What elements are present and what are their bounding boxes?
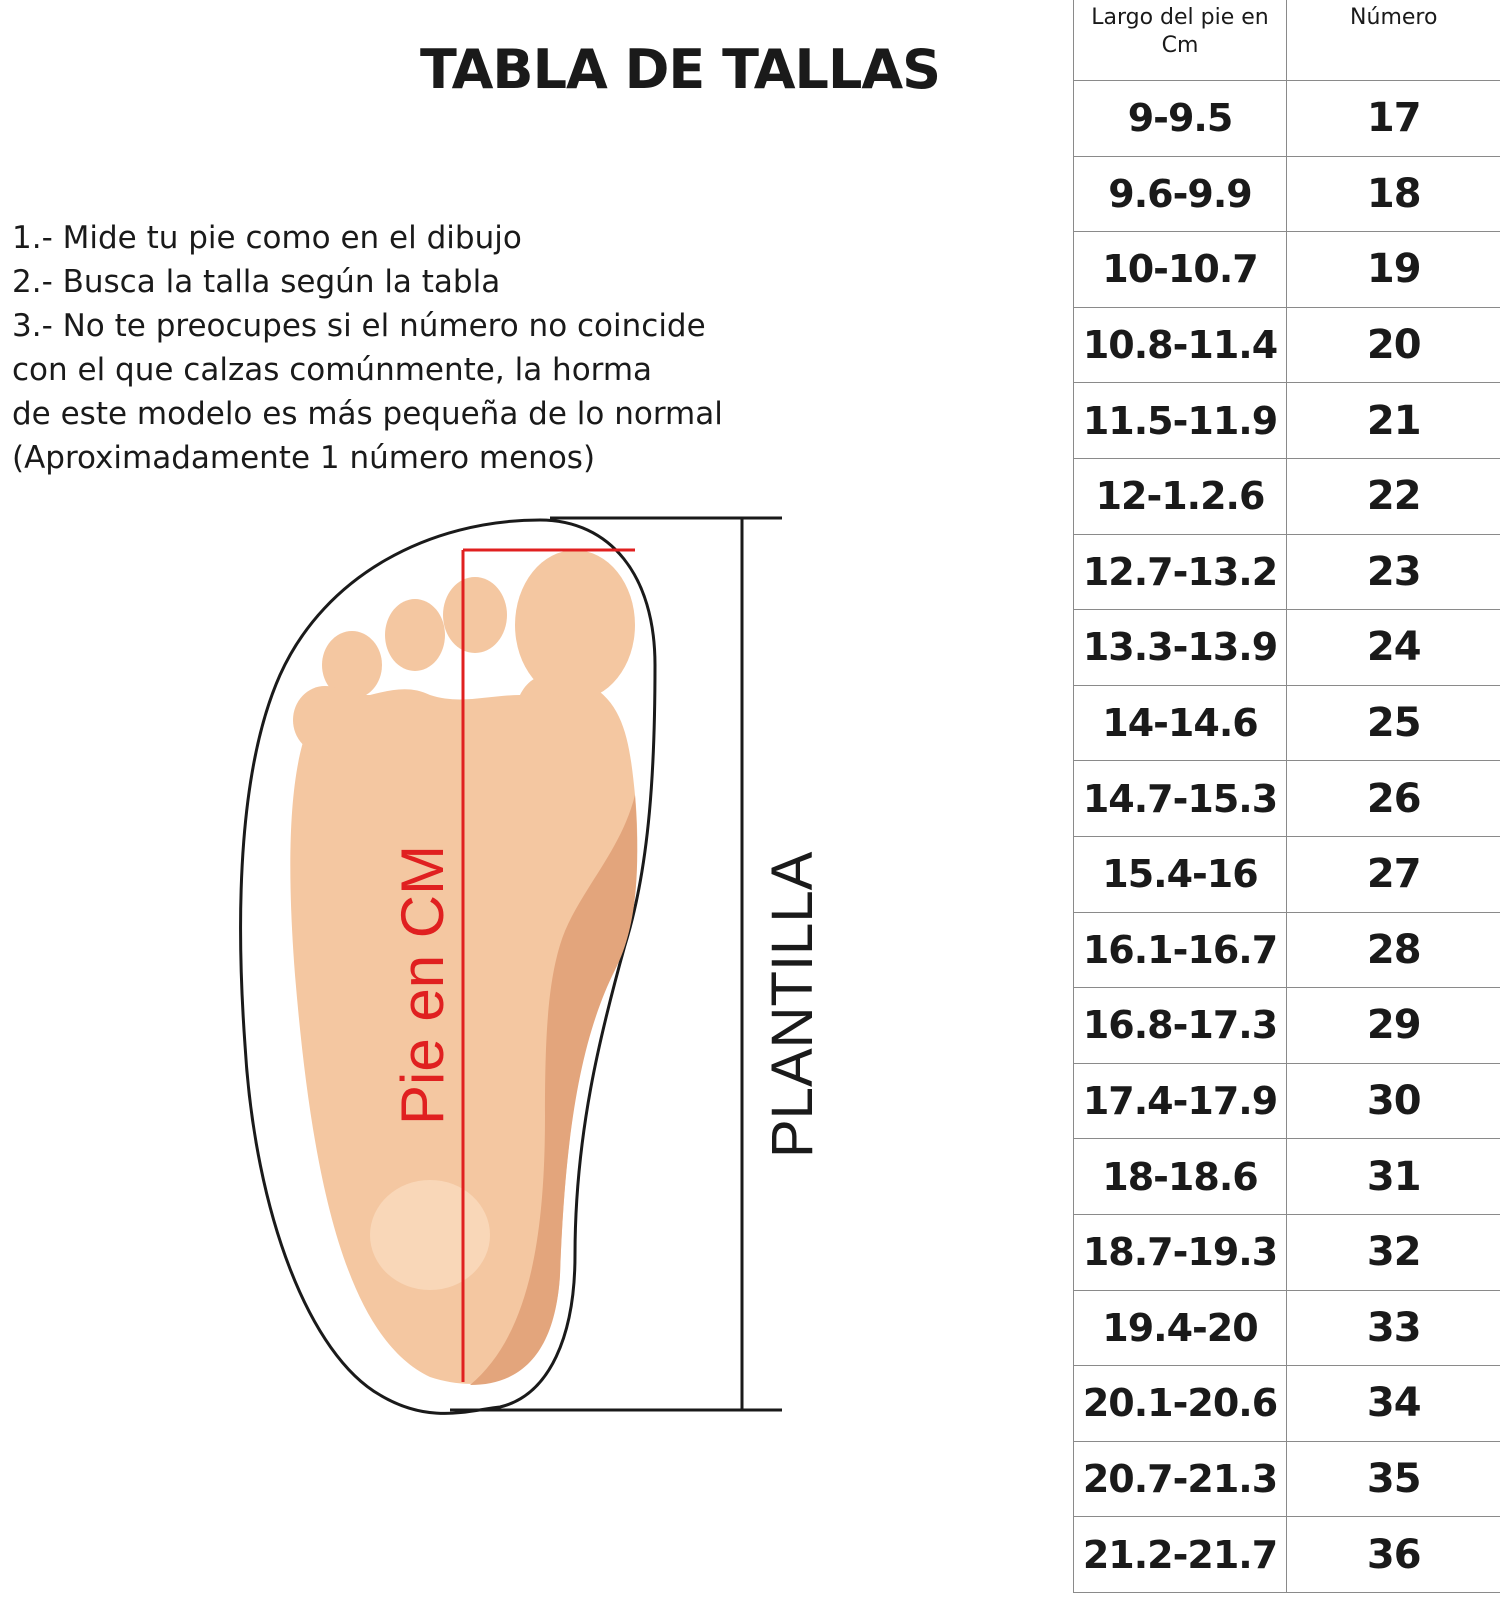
table-row: [1074, 761, 1500, 837]
foot-length-cell: 17.4-17.9: [1074, 1063, 1287, 1139]
table-row: [1074, 1517, 1500, 1593]
instruction-line: (Aproximadamente 1 número menos): [12, 440, 596, 476]
table-row: [1074, 1366, 1500, 1442]
foot-length-cell: 14-14.6: [1074, 685, 1287, 761]
table-row: [1074, 685, 1500, 761]
size-number-cell: 31: [1287, 1139, 1500, 1215]
instruction-line: 3.- No te preocupes si el número no coincide: [12, 308, 706, 344]
foot-length-cell: 16.8-17.3: [1074, 988, 1287, 1064]
size-number-cell: 19: [1287, 232, 1500, 308]
insole-length-label: PLANTILLA: [760, 851, 825, 1158]
size-number-cell: 36: [1287, 1517, 1500, 1593]
table-header-row: [1074, 0, 1500, 81]
table-row: [1074, 1139, 1500, 1215]
foot-length-cell: 10.8-11.4: [1074, 307, 1287, 383]
size-number-cell: 28: [1287, 912, 1500, 988]
column-header-foot-length: Largo del pie en Cm: [1074, 0, 1287, 81]
foot-length-cell: 20.1-20.6: [1074, 1366, 1287, 1442]
instructions: [12, 216, 1012, 480]
table-row: [1074, 912, 1500, 988]
foot-length-cell: 20.7-21.3: [1074, 1441, 1287, 1517]
size-number-cell: 23: [1287, 534, 1500, 610]
heel-pad: [370, 1180, 490, 1290]
table-row: [1074, 988, 1500, 1064]
instruction-line: con el que calzas comúnmente, la horma: [12, 352, 653, 388]
table-row: [1074, 1214, 1500, 1290]
column-header-size-number: Número: [1287, 0, 1500, 81]
table-row: [1074, 1290, 1500, 1366]
table-row: [1074, 1441, 1500, 1517]
instruction-line: 2.- Busca la talla según la tabla: [12, 264, 501, 300]
size-number-cell: 34: [1287, 1366, 1500, 1442]
table-row: [1074, 81, 1500, 157]
size-number-cell: 25: [1287, 685, 1500, 761]
size-number-cell: 20: [1287, 307, 1500, 383]
table-row: [1074, 232, 1500, 308]
table-row: [1074, 383, 1500, 459]
toe-5: [293, 686, 357, 754]
table-row: [1074, 1063, 1500, 1139]
size-number-cell: 30: [1287, 1063, 1500, 1139]
size-number-cell: 22: [1287, 458, 1500, 534]
table-row: [1074, 836, 1500, 912]
table-row: [1074, 307, 1500, 383]
foot-length-cell: 21.2-21.7: [1074, 1517, 1287, 1593]
size-number-cell: 32: [1287, 1214, 1500, 1290]
size-number-cell: 21: [1287, 383, 1500, 459]
big-toe: [515, 550, 635, 700]
foot-length-cell: 9.6-9.9: [1074, 156, 1287, 232]
toe-3: [385, 599, 445, 671]
foot-length-cell: 18.7-19.3: [1074, 1214, 1287, 1290]
foot-length-label: Pie en CM: [389, 844, 456, 1125]
foot-length-cell: 16.1-16.7: [1074, 912, 1287, 988]
size-number-cell: 35: [1287, 1441, 1500, 1517]
foot-length-cell: 12-1.2.6: [1074, 458, 1287, 534]
size-number-cell: 17: [1287, 81, 1500, 157]
table-row: [1074, 534, 1500, 610]
size-table: [1073, 0, 1500, 1593]
foot-measure-diagram: [230, 515, 830, 1455]
page-title: TABLA DE TALLAS: [420, 38, 941, 101]
table-row: [1074, 458, 1500, 534]
foot-length-cell: 12.7-13.2: [1074, 534, 1287, 610]
foot-length-cell: 13.3-13.9: [1074, 610, 1287, 686]
size-number-cell: 26: [1287, 761, 1500, 837]
toe-2: [443, 577, 507, 653]
foot-length-cell: 15.4-16: [1074, 836, 1287, 912]
foot-length-cell: 10-10.7: [1074, 232, 1287, 308]
table-row: [1074, 156, 1500, 232]
foot-length-cell: 11.5-11.9: [1074, 383, 1287, 459]
foot-length-cell: 19.4-20: [1074, 1290, 1287, 1366]
size-number-cell: 27: [1287, 836, 1500, 912]
size-number-cell: 24: [1287, 610, 1500, 686]
table-row: [1074, 610, 1500, 686]
foot-length-cell: 9-9.5: [1074, 81, 1287, 157]
size-number-cell: 18: [1287, 156, 1500, 232]
size-number-cell: 29: [1287, 988, 1500, 1064]
size-number-cell: 33: [1287, 1290, 1500, 1366]
foot-length-cell: 18-18.6: [1074, 1139, 1287, 1215]
instruction-line: 1.- Mide tu pie como en el dibujo: [12, 220, 522, 256]
foot-length-cell: 14.7-15.3: [1074, 761, 1287, 837]
instruction-line: de este modelo es más pequeña de lo normal: [12, 396, 723, 432]
